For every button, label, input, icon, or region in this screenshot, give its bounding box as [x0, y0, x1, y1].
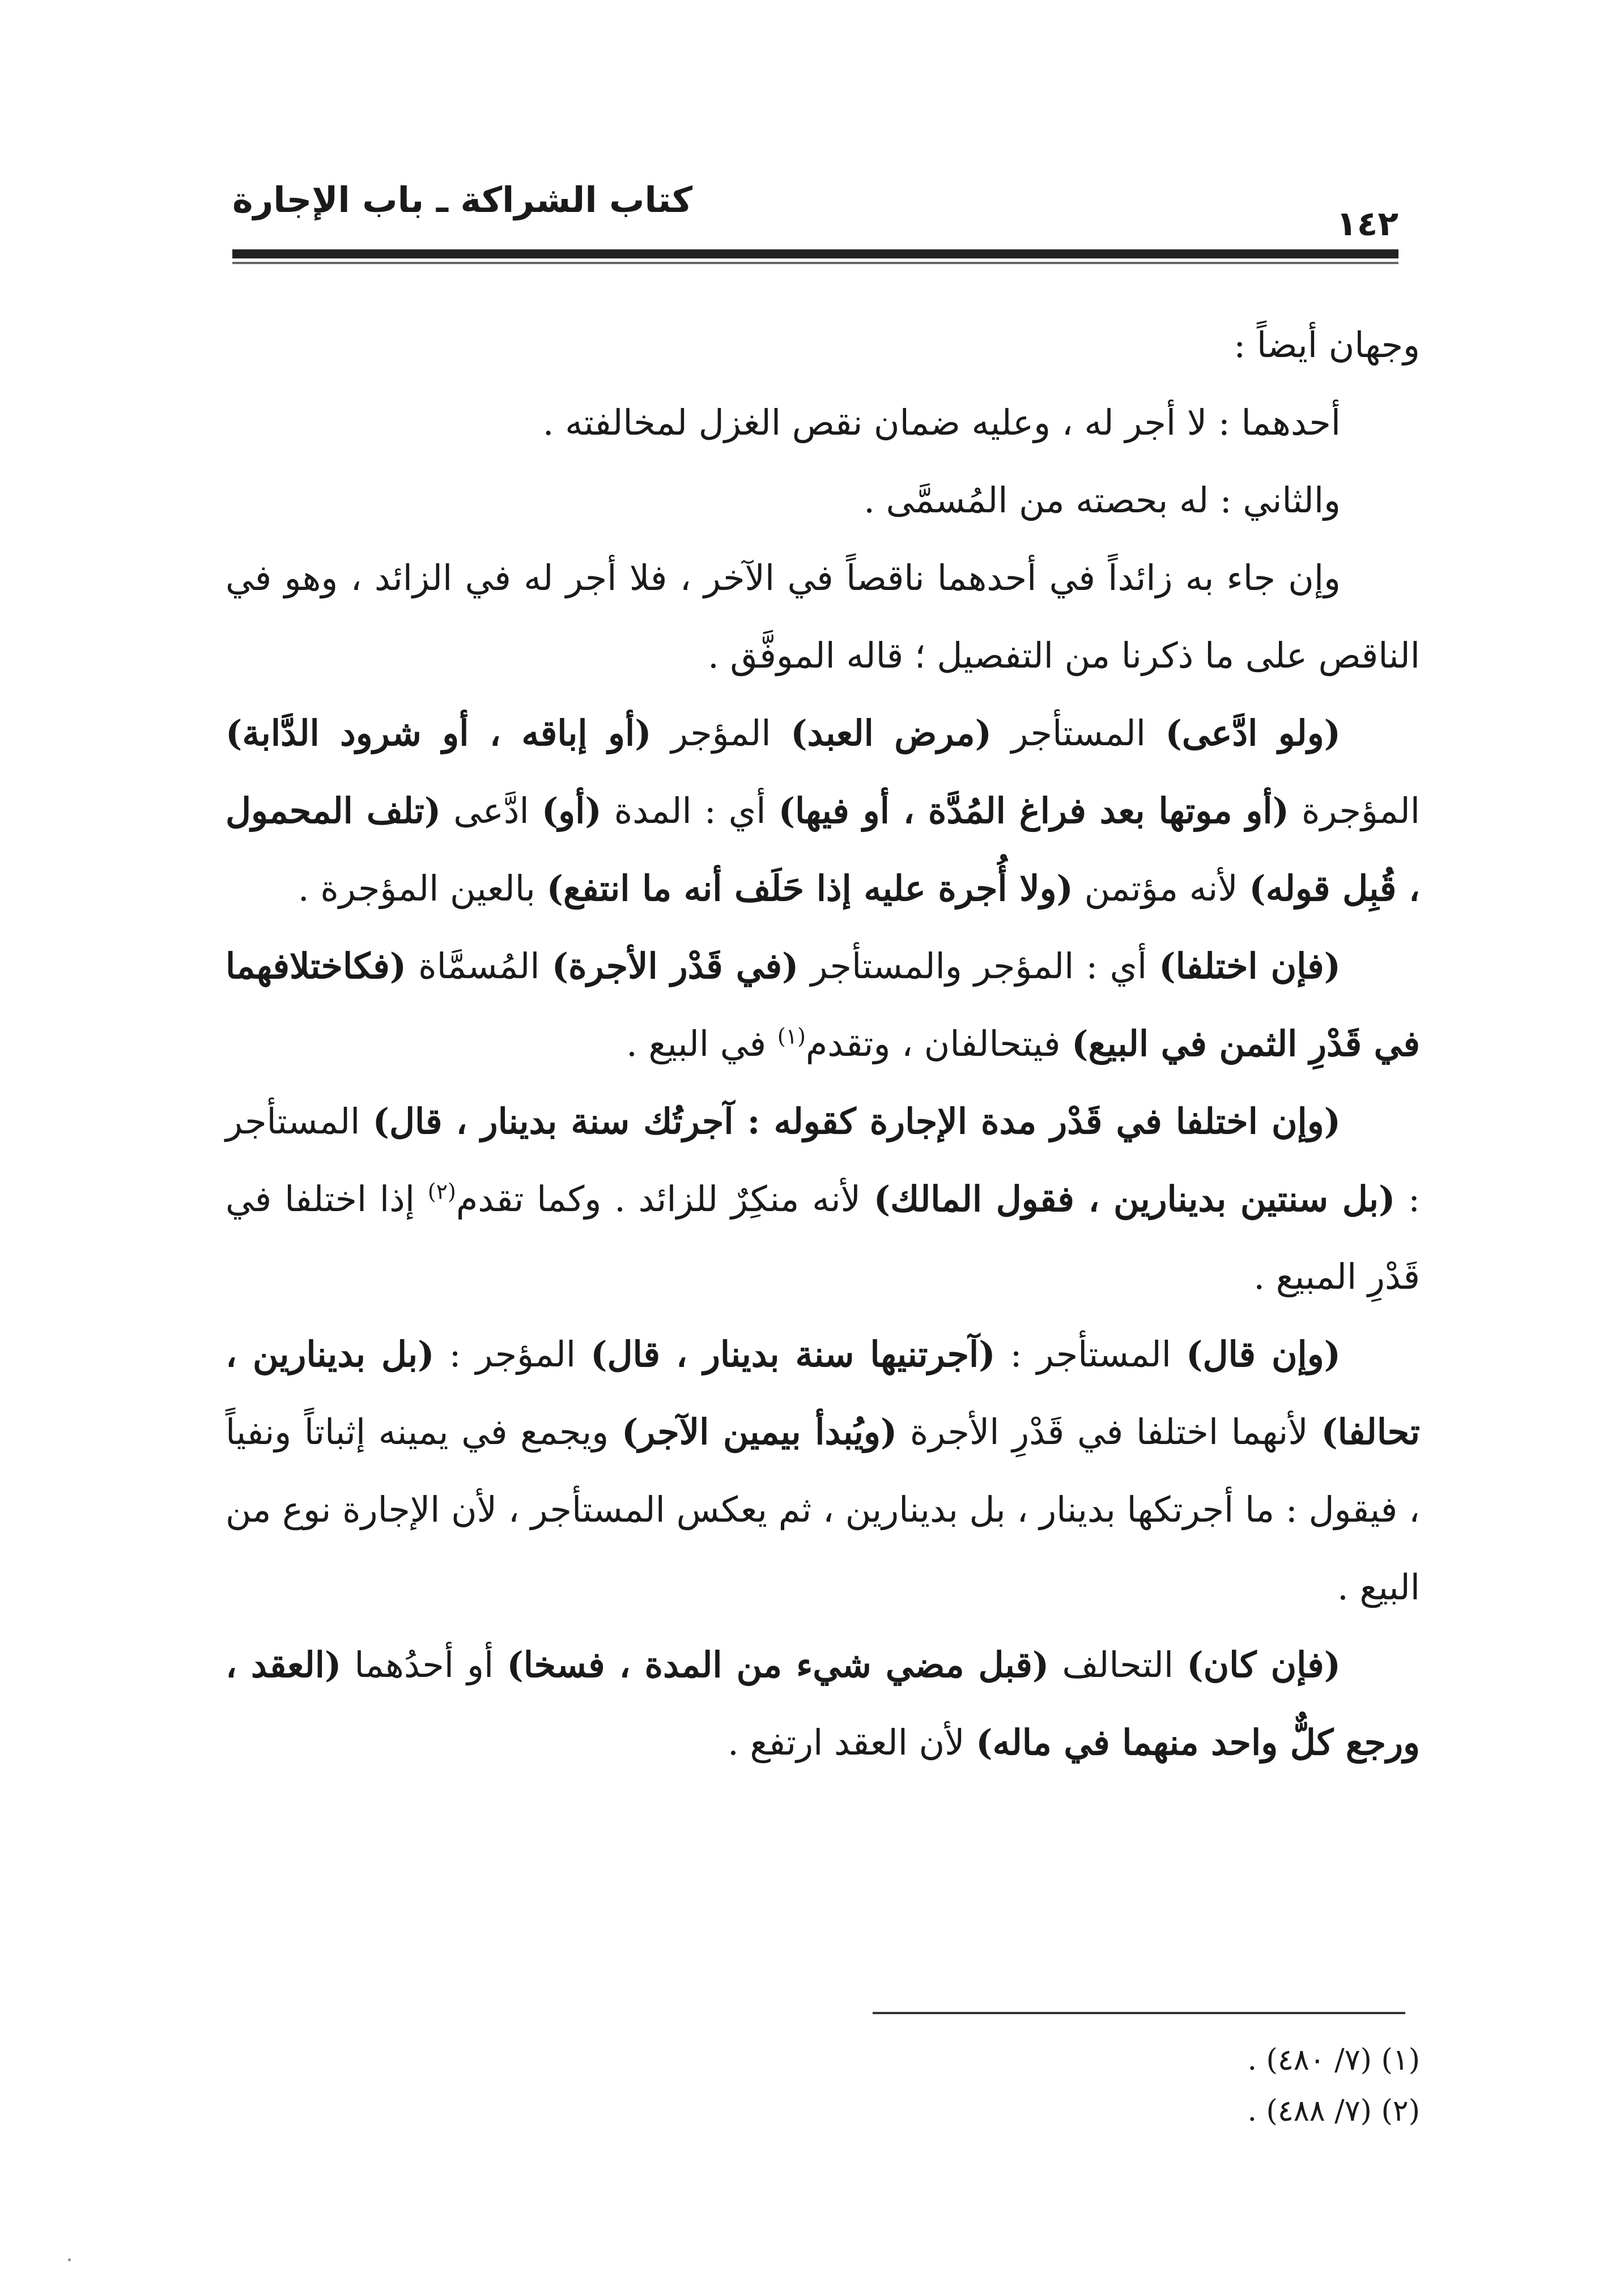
matn-text: (بل بدينارين ، تحالفا)	[226, 1334, 1420, 1453]
matn-text: (فإن اختلفا)	[1159, 945, 1341, 987]
matn-text: (العقد ، ورجع كلٌّ واحد منهما في ماله)	[226, 1644, 1420, 1763]
sharh-text: المؤجر	[651, 712, 791, 754]
sharh-text: أي : المدة	[601, 790, 779, 831]
sharh-text: المُسمَّاة	[406, 945, 552, 987]
sharh-text: فيتحالفان ، وتقدم	[805, 1023, 1072, 1064]
page-number: ١٤٢	[1336, 204, 1398, 244]
body-text	[226, 306, 1420, 1781]
sharh-text: المؤجر :	[434, 1334, 591, 1375]
sharh-text: المستأجر :	[995, 1334, 1187, 1375]
footnote-ref-1: (١)	[777, 1024, 806, 1049]
paragraph-6	[226, 927, 1420, 1082]
matn-text: (تلف المحمول ، قُبِل قوله)	[226, 790, 1420, 909]
matn-text: (ولو ادَّعى)	[1165, 712, 1341, 754]
sharh-text: المستأجر	[991, 712, 1166, 754]
footnotes	[873, 2035, 1420, 2137]
paragraph-5	[226, 694, 1420, 927]
matn-text: (أو إباقه ، أو شرود الدَّابة)	[226, 712, 652, 754]
matn-text: (وإن قال)	[1186, 1334, 1341, 1375]
matn-text: (وإن اختلفا في قَدْر مدة الإجارة كقوله : آجرتُك سنة بدينار ، قال)	[372, 1101, 1341, 1142]
matn-text: (في قَدْر الأجرة)	[551, 945, 799, 987]
sharh-text: في البيع .	[626, 1023, 777, 1064]
footnote-separator	[873, 2012, 1405, 2014]
sharh-text: التحالف	[1049, 1644, 1187, 1685]
sharh-text: لأنه مؤتمن	[1073, 868, 1249, 909]
header-rule-thin	[232, 262, 1398, 264]
footnote-ref-2: (٢)	[427, 1179, 456, 1204]
matn-text: (أو موتها بعد فراغ المُدَّة ، أو فيها)	[778, 790, 1289, 831]
matn-text: (فإن كان)	[1187, 1644, 1341, 1685]
sharh-text: أو أحدُهما	[341, 1644, 507, 1685]
paragraph-2: أحدهما : لا أجر له ، وعليه ضمان نقص الغزل لمخالفته .	[542, 402, 1341, 443]
sharh-text: لأنه منكِرٌ للزائد . وكما تقدم	[456, 1178, 874, 1220]
sharh-text: إذا اختلفا في قَدْرِ المبيع .	[226, 1178, 1420, 1297]
paragraph-9	[226, 1626, 1420, 1781]
paragraph-8	[226, 1315, 1420, 1626]
sharh-text: أي : المؤجر والمستأجر	[798, 945, 1159, 987]
sharh-text: ويجمع في يمينه إثباتاً ونفياً ، فيقول : ما أجرتكها بدينار ، بل بدينارين ، ثم يعكس المستأجر ، لأن الإجارة نوع من البيع .	[226, 1411, 1420, 1608]
matn-text: (ويُبدأ بيمين الآجر)	[621, 1411, 898, 1453]
scan-speck	[68, 2258, 71, 2261]
paragraph-4: وإن جاء به زائداً في أحدهما ناقصاً في الآخر ، فلا أجر له في الزائد ، وهو في الناقص على ما ذكرنا من التفصيل ؛ قاله الموفَّق .	[226, 557, 1420, 676]
sharh-text: لأنهما اختلفا في قَدْرِ الأجرة	[897, 1411, 1321, 1453]
sharh-text: بالعين المؤجرة .	[297, 868, 547, 909]
matn-text: (بل سنتين بدينارين ، فقول المالك)	[873, 1178, 1396, 1220]
matn-text: (قبل مضي شيء من المدة ، فسخا)	[507, 1644, 1049, 1685]
matn-text: (فكاختلافهما في قَدْرِ الثمن في البيع)	[226, 945, 1420, 1064]
sharh-text: ادَّعى	[441, 790, 542, 831]
sharh-text: المؤجرة	[1289, 790, 1420, 831]
sharh-text: لأن العقد ارتفع .	[728, 1722, 976, 1763]
paragraph-7	[226, 1082, 1420, 1315]
header-title: كتاب الشراكة ـ باب الإجارة	[232, 179, 693, 220]
matn-text: (مرض العبد)	[790, 712, 992, 754]
sharh-text: المستأجر :	[226, 1101, 1420, 1220]
matn-text: (آجرتنيها سنة بدينار ، قال)	[590, 1334, 996, 1375]
matn-text: (ولا أُجرة عليه إذا حَلَف أنه ما انتفع)	[546, 868, 1073, 909]
paragraph-3: والثاني : له بحصته من المُسمَّى .	[864, 479, 1341, 521]
footnote-1: (١) (٧/ ٤٨٠) .	[1247, 2043, 1420, 2077]
header-rule	[232, 249, 1398, 258]
paragraph-1: وجهان أيضاً :	[1234, 324, 1420, 366]
running-header	[232, 170, 1398, 244]
footnote-2: (٢) (٧/ ٤٨٨) .	[1247, 2094, 1420, 2128]
matn-text: (أو)	[541, 790, 602, 831]
